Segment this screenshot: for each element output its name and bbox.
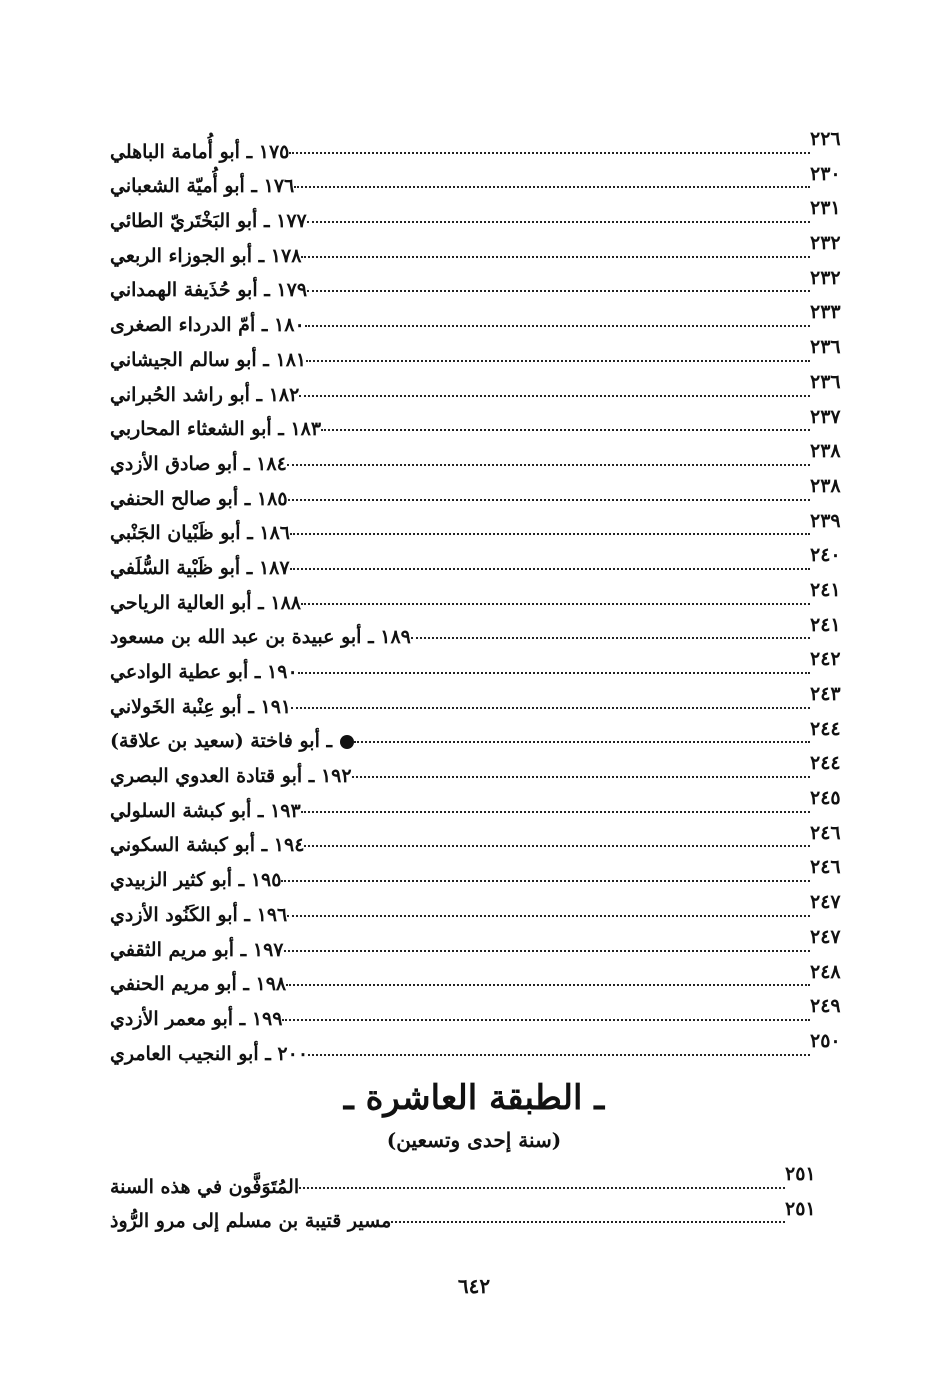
entry-page-number: ٢٣٨ xyxy=(810,474,841,497)
toc-entry xyxy=(100,752,870,787)
entry-title-text: ١٩٢ ـ أبو قتادة العدوي البصري xyxy=(110,765,352,788)
toc-entry xyxy=(100,579,870,614)
toc-entry xyxy=(100,926,870,961)
toc-entry xyxy=(100,718,870,753)
leader-dots xyxy=(299,395,810,397)
section-subtitle: (سنة إحدى وتسعين) xyxy=(386,1128,562,1152)
entry-title-text: مسير قتيبة بن مسلم إلى مرو الرُّوذ xyxy=(110,1210,392,1233)
entry-title-text: ١٩٦ ـ أبو الكَنُود الأزدي xyxy=(110,903,288,926)
table-of-contents-section xyxy=(100,1163,845,1232)
entry-page-number: ٢٤٦ xyxy=(810,856,841,879)
leader-dots xyxy=(301,811,810,813)
toc-entry xyxy=(100,371,870,406)
entry-title xyxy=(100,175,294,197)
entry-title-text: ١٨٦ ـ أبو ظَبْيان الجَنْبي xyxy=(110,522,290,545)
toc-entry xyxy=(100,1163,845,1198)
entry-title xyxy=(100,557,290,579)
entry-title xyxy=(100,349,306,371)
entry-title-text: ١٨٩ ـ أبو عبيدة بن عبد الله بن مسعود xyxy=(110,626,411,649)
entry-title xyxy=(100,522,290,544)
entry-page-number: ٢٤١ xyxy=(810,613,841,636)
entry-title xyxy=(100,314,305,336)
entry-title xyxy=(100,1210,391,1232)
entry-title-text: ١٨٨ ـ أبو العالية الرياحي xyxy=(110,591,301,614)
toc-entry xyxy=(100,1030,870,1065)
leader-dots xyxy=(305,325,810,327)
entry-title-text: ١٨٣ ـ أبو الشعثاء المحاربي xyxy=(110,418,322,441)
entry-page-number: ٢٤٥ xyxy=(810,787,841,810)
entry-title-text: ١٩٠ ـ أبو عطية الوادعي xyxy=(110,661,298,683)
entry-page-number: ٢٤٣ xyxy=(810,683,841,705)
entry-page-number: ٢٣٦ xyxy=(810,370,841,393)
entry-title-text: ١٩١ ـ أبو عِنْبة الخَولاني xyxy=(110,695,292,718)
entry-title xyxy=(100,453,287,475)
entry-title-text: ١٨٧ ـ أبو ظَبْية السُّلَفي xyxy=(110,556,290,579)
toc-entry xyxy=(100,163,870,198)
leader-dots xyxy=(281,880,810,882)
toc-entry xyxy=(100,1198,845,1233)
entry-title-text: ١٩٩ ـ أبو معمر الأزدي xyxy=(110,1007,283,1030)
entry-title-text: ١٩٨ ـ أبو مريم الحنفي xyxy=(110,973,287,996)
entry-title-text: ١٩٥ ـ أبو كثير الزبيدي xyxy=(110,869,282,892)
entry-page-number: ٢٤١ xyxy=(810,578,841,601)
entry-page-number: ٢٤٩ xyxy=(810,995,841,1018)
leader-dots xyxy=(299,1187,785,1189)
entry-page-number: ٢٣١ xyxy=(810,197,841,220)
leader-dots xyxy=(290,568,810,570)
entry-title-text: ١٩٤ ـ أبو كبشة السكوني xyxy=(110,834,305,857)
leader-dots xyxy=(287,464,810,466)
toc-entry xyxy=(100,336,870,371)
entry-title xyxy=(100,1176,299,1198)
toc-entry xyxy=(100,128,870,163)
entry-page-number: ٢٣٩ xyxy=(810,509,841,532)
entry-page-number: ٢٣٣ xyxy=(810,301,841,324)
entry-title-text: ١٨١ ـ أبو سالم الجيشاني xyxy=(110,348,307,371)
toc-entry xyxy=(100,891,870,926)
entry-title-text: ١٧٨ ـ أبو الجوزاء الربعي xyxy=(110,244,302,267)
entry-title xyxy=(100,592,301,614)
entry-page-number: ٢٤٤ xyxy=(810,752,841,775)
entry-page-number: ٢٣٦ xyxy=(810,336,841,359)
entry-title-text: ١٨٢ ـ أبو راشد الحُبراني xyxy=(110,383,300,406)
leader-dots xyxy=(288,499,810,501)
leader-dots xyxy=(294,186,810,188)
entry-page-number: ٢٤٧ xyxy=(810,925,841,948)
toc-entry xyxy=(100,822,870,857)
leader-dots xyxy=(290,533,810,535)
entry-page-number: ٢٣٠ xyxy=(810,162,841,185)
leader-dots xyxy=(304,845,810,847)
entry-title-text: ١٧٦ ـ أبو أُميّة الشعباني xyxy=(110,175,295,198)
toc-entry xyxy=(100,683,870,718)
entry-title-text: ١٩٣ ـ أبو كبشة السلولي xyxy=(110,799,301,822)
entry-page-number: ٢٤٢ xyxy=(810,648,841,671)
toc-entry xyxy=(100,648,870,683)
entry-title xyxy=(100,730,354,752)
entry-page-number: ٢٤٠ xyxy=(810,544,841,567)
entry-title-text: ١٨٠ ـ أمّ الدرداء الصغرى xyxy=(110,314,305,337)
entry-title xyxy=(100,800,301,822)
bullet-icon xyxy=(340,735,354,749)
entry-title-text: ٢٠٠ ـ أبو النجيب العامري xyxy=(110,1042,309,1065)
entry-title xyxy=(100,279,307,301)
entry-title xyxy=(100,904,287,926)
leader-dots xyxy=(301,603,810,605)
entry-page-number: ٢٣٢ xyxy=(810,266,841,289)
leader-dots xyxy=(321,429,810,431)
leader-dots xyxy=(411,637,810,639)
entry-title-text: ١٧٩ ـ أبو حُذَيفة الهمداني xyxy=(110,279,308,302)
leader-dots xyxy=(289,152,810,154)
entry-title xyxy=(100,696,291,718)
toc-entry xyxy=(100,787,870,822)
entry-title xyxy=(100,1043,308,1065)
entry-title-text: ١٨٤ ـ أبو صادق الأزدي xyxy=(110,452,287,475)
entry-page-number: ٢٣٢ xyxy=(810,232,841,255)
leader-dots xyxy=(352,776,810,778)
entry-title xyxy=(100,245,301,267)
table-of-contents xyxy=(100,128,870,1065)
entry-page-number: ٢٤٧ xyxy=(810,891,841,914)
leader-dots xyxy=(308,1054,810,1056)
entry-page-number: ٢٥١ xyxy=(785,1163,816,1185)
entry-page-number: ٢٣٨ xyxy=(810,440,841,463)
entry-page-number: ٢٤٦ xyxy=(810,821,841,844)
entry-page-number: ٢٥١ xyxy=(785,1197,816,1220)
toc-entry xyxy=(100,510,870,545)
toc-entry xyxy=(100,267,870,302)
leader-dots xyxy=(307,290,810,292)
toc-entry xyxy=(100,440,870,475)
entry-title-text: المُتَوَفَّون في هذه السنة xyxy=(110,1175,300,1198)
entry-title xyxy=(100,626,411,648)
entry-title xyxy=(100,765,352,787)
leader-dots xyxy=(298,672,810,674)
entry-title xyxy=(100,1008,282,1030)
leader-dots xyxy=(391,1221,785,1223)
leader-dots xyxy=(282,1019,810,1021)
entry-page-number: ٢٢٦ xyxy=(810,128,841,150)
entry-title-text: ١٧٧ ـ أبو البَخْتَريّ الطائي xyxy=(110,210,307,233)
toc-entry xyxy=(100,995,870,1030)
toc-entry xyxy=(100,614,870,649)
entry-title xyxy=(100,210,307,232)
toc-entry xyxy=(100,301,870,336)
leader-dots xyxy=(286,984,810,986)
toc-entry xyxy=(100,856,870,891)
section-title: ـ الطبقة العاشرة ـ xyxy=(343,1078,605,1118)
toc-entry xyxy=(100,232,870,267)
toc-entry xyxy=(100,544,870,579)
entry-title xyxy=(100,488,288,510)
entry-title-text: ١٩٧ ـ أبو مريم الثقفي xyxy=(110,938,284,961)
entry-page-number: ٢٤٨ xyxy=(810,960,841,983)
leader-dots xyxy=(307,221,810,223)
leader-dots xyxy=(287,915,810,917)
entry-page-number: ٢٥٠ xyxy=(810,1029,841,1052)
toc-entry xyxy=(100,406,870,441)
leader-dots xyxy=(291,707,810,709)
entry-title xyxy=(100,661,298,683)
entry-title xyxy=(100,384,299,406)
leader-dots xyxy=(354,741,810,743)
toc-entry xyxy=(100,475,870,510)
leader-dots xyxy=(284,950,811,952)
entry-title-text: ١٨٥ ـ أبو صالح الحنفي xyxy=(110,487,288,510)
entry-page-number: ٢٣٧ xyxy=(810,405,841,428)
page-number: ٦٤٢ xyxy=(457,1274,491,1298)
entry-title-text: ـ أبو فاختة (سعيد بن علاقة) xyxy=(110,730,333,753)
toc-entry xyxy=(100,961,870,996)
entry-title xyxy=(100,141,289,163)
toc-entry xyxy=(100,197,870,232)
entry-title xyxy=(100,973,286,995)
leader-dots xyxy=(306,360,810,362)
entry-title xyxy=(100,834,304,856)
entry-page-number: ٢٤٤ xyxy=(810,717,841,740)
entry-title xyxy=(100,869,281,891)
entry-title xyxy=(100,418,321,440)
entry-title-text: ١٧٥ ـ أبو أُمامة الباهلي xyxy=(110,140,290,163)
entry-title xyxy=(100,939,284,961)
leader-dots xyxy=(301,256,810,258)
